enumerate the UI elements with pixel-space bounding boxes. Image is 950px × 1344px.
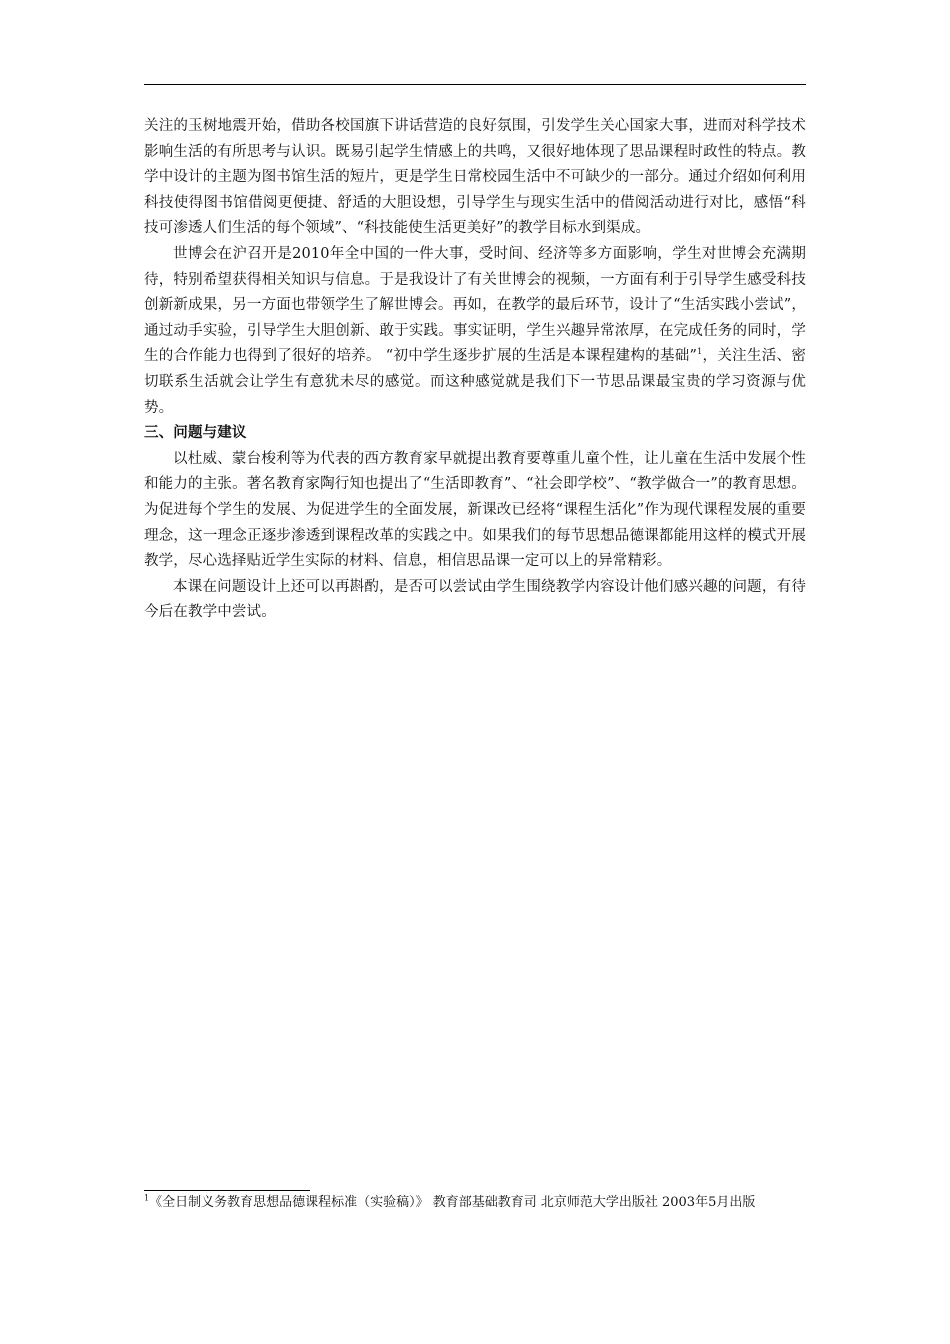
- paragraph-2: [144, 242, 806, 421]
- header-rule: [144, 84, 806, 85]
- footnote-reference[interactable]: 1: [697, 347, 703, 357]
- paragraph-1: 关注的玉树地震开始，借助各校国旗下讲话营造的良好氛围，引发学生关心国家大事，进而对科学技术影响生活的有所思考与认识。既易引起学生情感上的共鸣，又很好地体现了思品课程时政性的特点。教学中设计的主题为图书馆生活的短片，更是学生日常校园生活中不可缺少的一部分。通过介绍如何利用科技使得图书馆借阅更便捷、舒适的大胆设想，引导学生与现实生活中的借阅活动进行对比，感悟“科技可渗透人们生活的每个领域”、“科技能使生活更美好”的教学目标水到渠成。: [144, 118, 806, 237]
- footnote: [144, 1193, 806, 1212]
- paragraph-3: 以杜威、蒙台梭利等为代表的西方教育家早就提出教育要尊重儿童个性，让儿童在生活中发展个性和能力的主张。著名教育家陶行知也提出了“生活即教育”、“社会即学校”、“教学做合一”的教育思想。为促进每个学生的发展、为促进学生的全面发展，新课改已经将“课程生活化”作为现代课程发展的重要理念，这一理念正逐步渗透到课程改革的实践之中。如果我们的每节思想品德课都能用这样的模式开展教学，尽心选择贴近学生实际的材料、信息，相信思品课一定可以上的异常精彩。: [144, 450, 806, 570]
- footnote-separator: [144, 1190, 310, 1191]
- footnote-text: 《全日制义务教育思想品德课程标准（实验稿）》 教育部基础教育司 北京师范大学出版社 2003年5月出版: [149, 1195, 756, 1210]
- paragraph-4: 本课在问题设计上还可以再斟酌，是否可以尝试由学生围绕教学内容设计他们感兴趣的问题，有待今后在教学中尝试。: [144, 578, 806, 621]
- section-heading: 三、问题与建议: [144, 425, 247, 442]
- footnote-marker: 1: [144, 1193, 150, 1203]
- paragraph-2-text: 世博会在沪召开是2010年全中国的一件大事，受时间、经济等多方面影响，学生对世博会充满期待，特别希望获得相关知识与信息。于是我设计了有关世博会的视频，一方面有利于引导学生感受科技创新新成果，另一方面也带领学生了解世博会。再如，在教学的最后环节，设计了“生活实践小尝试”，通过动手实验，引导学生大胆创新、敢于实践。事实证明，学生兴趣异常浓厚，在完成任务的同时，学生的合作能力也得到了很好的培养。 “初中学生逐步扩展的生活是本课程建构的基础”: [144, 245, 806, 365]
- paragraph-2-text-cont: ，关注生活、密切联系生活就会让学生有意犹未尽的感觉。而这种感觉就是我们下一节思品课最宝贵的学习资源与优势。: [144, 348, 806, 416]
- document-body: [144, 114, 806, 626]
